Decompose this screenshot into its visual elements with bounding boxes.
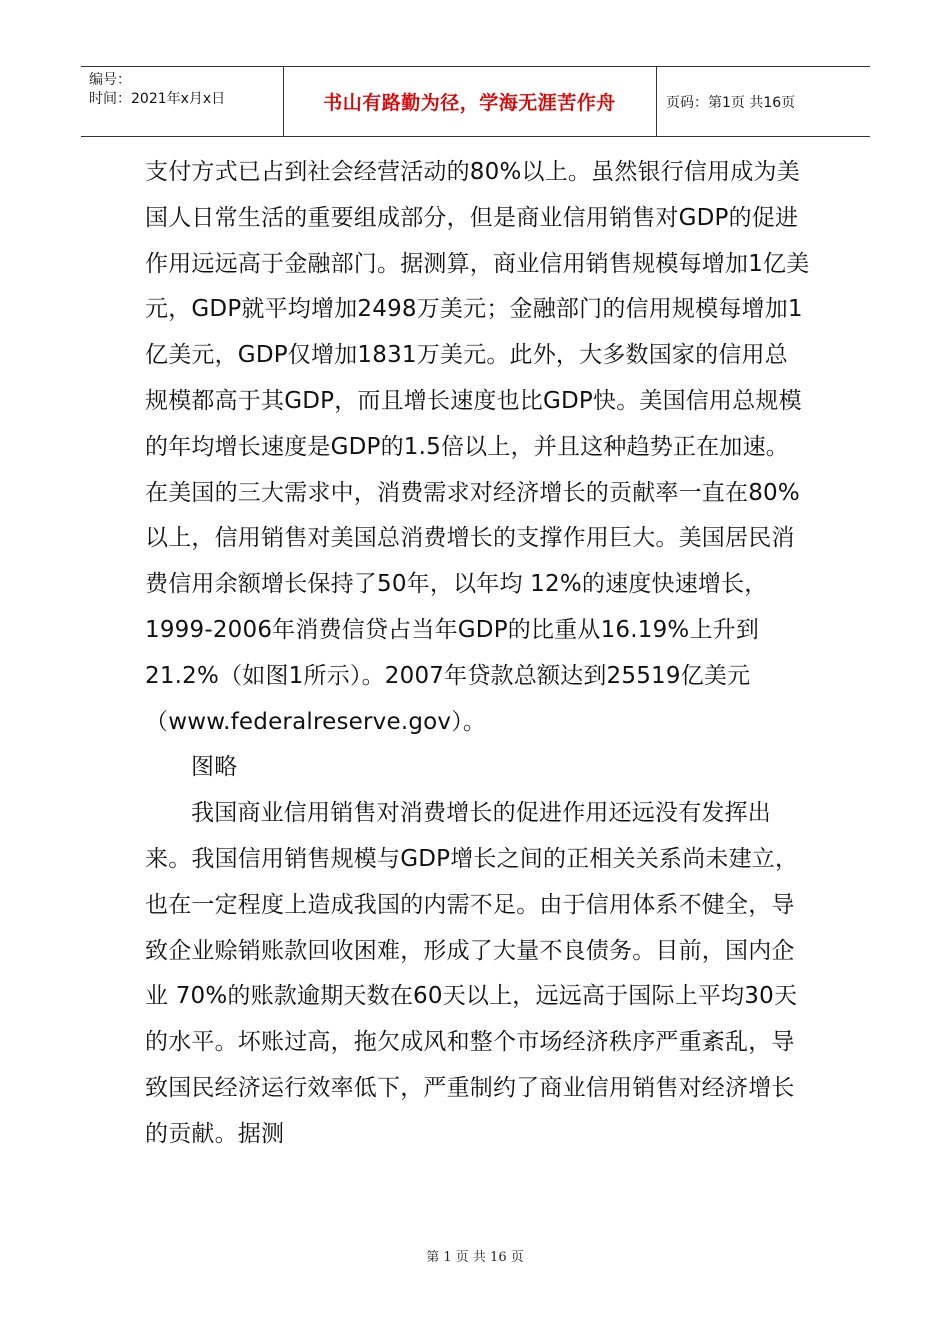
body-paragraph: 我国商业信用销售对消费增长的促进作用还远没有发挥出来。我国信用销售规模与GDP增长之间的正相关关系尚未建立，也在一定程度上造成我国的内需不足。由于信用体系不健全，导致企业赊销账款回收困难，形成了大量不良债务。目前，国内企业 70%的账款逾期天数在60天以上，远远高于国际上平均30天的水平。坏账过高，拖欠成风和整个市场经济秩序严重紊乱，导致国民经济运行效率低下，严重制约了商业信用销售对经济增长的贡献。据测 — [145, 800, 799, 1147]
header-motto: 书山有路勤为径，学海无涯苦作舟 — [323, 92, 616, 114]
header-divider — [656, 67, 657, 136]
document-time-label: 时间：2021年x月x日 — [89, 91, 226, 107]
header-page-code: 页码：第1页 共16页 — [666, 94, 796, 111]
page-footer: 第 1 页 共 16 页 — [426, 1250, 524, 1265]
figure-placeholder: 图略 — [191, 754, 238, 781]
document-number-label: 编号： — [89, 72, 131, 88]
document-body — [145, 150, 810, 1158]
body-paragraph: 支付方式已占到社会经营活动的80%以上。虽然银行信用成为美国人日常生活的重要组成部分，但是商业信用销售对GDP的促进作用远远高于金融部门。据测算，商业信用销售规模每增加1亿美元，GDP就平均增加2498万美元；金融部门的信用规模每增加1亿美元，GDP仅增加1831万美元。此外，大多数国家的信用总规模都高于其GDP，而且增长速度也比GDP快。美国信用总规模的年均增长速度是GDP的1.5倍以上，并且这种趋势正在加速。在美国的三大需求中，消费需求对经济增长的贡献率一直在80%以上，信用销售对美国总消费增长的支撑作用巨大。美国居民消费信用余额增长保持了50年，以年均 12%的速度快速增长，1999-2006年消费信贷占当年GDP的比重从16.19%上升到21.2%（如图1所示）。2007年贷款总额达到25519亿美元（www.federalreserve.gov）。 — [145, 159, 810, 735]
header-meta — [89, 71, 225, 109]
page-header — [81, 66, 870, 137]
